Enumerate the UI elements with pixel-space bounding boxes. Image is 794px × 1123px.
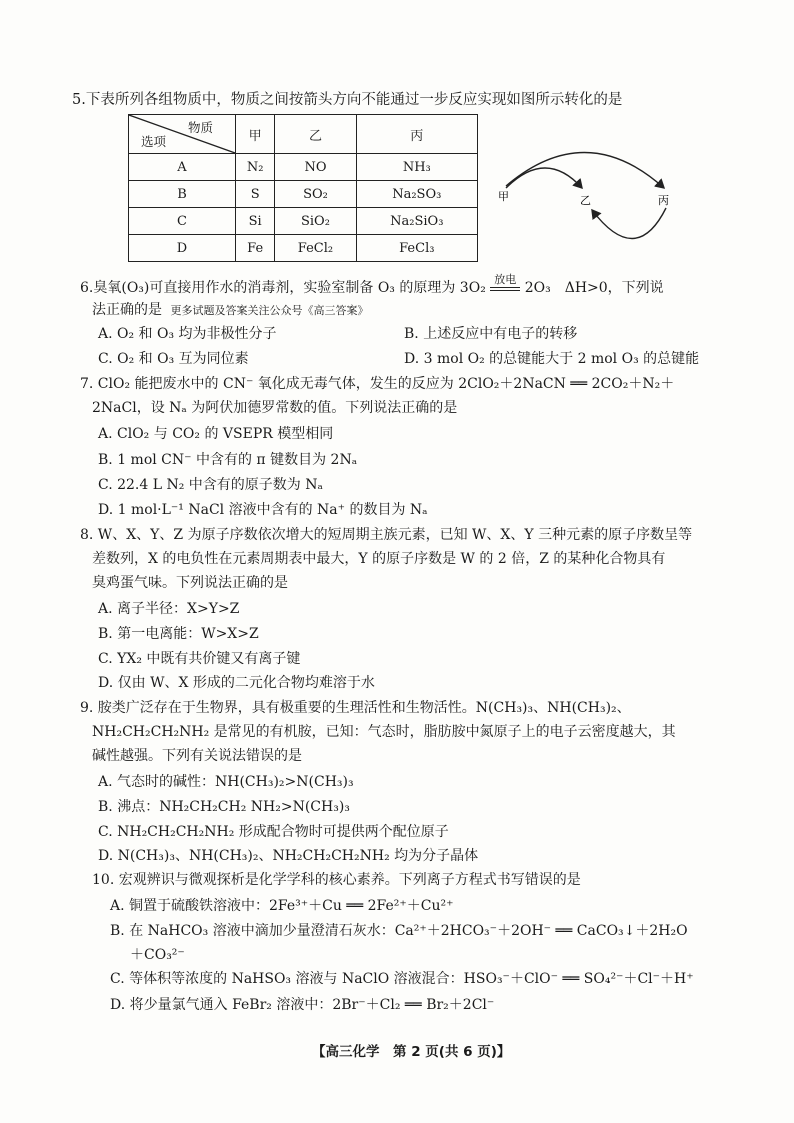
table-row xyxy=(129,154,478,181)
q9-line2: NH₂CH₂CH₂NH₂ 是常见的有机胺，已知：气态时，脂肪胺中氮原子上的电子云密度越大，其 xyxy=(92,724,676,740)
q6-line2: 法正确的是 更多试题及答案关注公众号《高三答案》 xyxy=(92,302,369,318)
table-cell: SO₂ xyxy=(275,181,356,208)
page-footer: 【高三化学 第 2 页(共 6 页)】 xyxy=(312,1044,511,1060)
table-cell: NH₃ xyxy=(356,154,477,181)
corner-bottom-label: 选项 xyxy=(141,134,167,149)
q8-option-b: B. 第一电离能：W>X>Z xyxy=(98,626,259,642)
table-cell: C xyxy=(129,208,236,235)
table-cell: N₂ xyxy=(236,154,275,181)
q9-option-d: D. N(CH₃)₃、NH(CH₃)₂、NH₂CH₂CH₂NH₂ 均为分子晶体 xyxy=(98,848,479,864)
q7-option-a: A. ClO₂ 与 CO₂ 的 VSEPR 模型相同 xyxy=(98,426,334,442)
arrow-label: 放电 xyxy=(494,273,517,286)
q9-line1: 9. 胺类广泛存在于生物界，具有极重要的生理活性和生物活性。N(CH₃)₃、NH(CH₃)₂、 xyxy=(80,700,631,716)
q8-option-d: D. 仅由 W、X 形成的二元化合物均难溶于水 xyxy=(98,675,375,691)
q10-option-d: D. 将少量氯气通入 FeBr₂ 溶液中：2Br⁻＋Cl₂ ══ Br₂＋2Cl⁻ xyxy=(110,997,495,1013)
q5-title: 5.下表所列各组物质中，物质之间按箭头方向不能通过一步反应实现如图所示转化的是 xyxy=(72,92,623,108)
q7-line1: 7. ClO₂ 能把废水中的 CN⁻ 氧化成无毒气体，发生的反应为 2ClO₂＋2NaCN ══ 2CO₂＋N₂＋ xyxy=(80,376,675,392)
q8-option-c: C. YX₂ 中既有共价键又有离子键 xyxy=(98,651,301,667)
q8-line1: 8. W、X、Y、Z 为原子序数依次增大的短周期主族元素，已知 W、X、Y 三种元素的原子序数呈等 xyxy=(80,527,693,543)
q10-option-b: B. 在 NaHCO₃ 溶液中滴加少量澄清石灰水：Ca²⁺＋2HCO₃⁻＋2OH⁻ ══ CaCO₃↓＋2H₂O xyxy=(110,923,688,939)
q10-option-c: C. 等体积等浓度的 NaHSO₃ 溶液与 NaClO 溶液混合：HSO₃⁻＋ClO⁻ ══ SO₄²⁻＋Cl⁻＋H⁺ xyxy=(110,971,694,987)
q10-option-b-cont: ＋CO₃²⁻ xyxy=(130,947,185,963)
table-cell: Fe xyxy=(236,235,275,262)
q5-table xyxy=(128,114,478,262)
table-corner-cell xyxy=(129,115,236,154)
q9-option-b: B. 沸点：NH₂CH₂CH₂ NH₂>N(CH₃)₃ xyxy=(98,799,350,815)
q8-line2: 差数列，X 的电负性在元素周期表中最大，Y 的原子序数是 W 的 2 倍，Z 的某种化合物具有 xyxy=(92,551,666,567)
q10-title: 10. 宏观辨识与微观探析是化学学科的核心素养。下列离子方程式书写错误的是 xyxy=(92,872,581,888)
table-cell: S xyxy=(236,181,275,208)
q6-line1-pre: 6.臭氧(O₃)可直接用作水的消毒剂，实验室制备 O₃ 的原理为 3O₂ xyxy=(80,280,486,296)
table-cell: Na₂SO₃ xyxy=(356,181,477,208)
q7-option-b: B. 1 mol CN⁻ 中含有的 π 键数目为 2Nₐ xyxy=(98,452,358,468)
corner-top-label: 物质 xyxy=(187,120,213,135)
table-row xyxy=(129,181,478,208)
table-cell: Na₂SiO₃ xyxy=(356,208,477,235)
q6-option-a: A. O₂ 和 O₃ 均为非极性分子 xyxy=(98,326,277,342)
q7-option-d: D. 1 mol·L⁻¹ NaCl 溶液中含有的 Na⁺ 的数目为 Nₐ xyxy=(98,502,428,518)
q9-option-a: A. 气态时的碱性：NH(CH₃)₂>N(CH₃)₃ xyxy=(98,774,354,790)
label-jia: 甲 xyxy=(498,190,509,203)
q6-option-d: D. 3 mol O₂ 的总键能大于 2 mol O₃ 的总键能 xyxy=(404,351,700,367)
table-cell: SiO₂ xyxy=(275,208,356,235)
table-cell: Si xyxy=(236,208,275,235)
q9-line3: 碱性越强。下列有关说法错误的是 xyxy=(92,748,302,764)
arrow-jia-to-yi xyxy=(506,168,582,188)
label-bing: 丙 xyxy=(658,194,669,207)
table-cell: B xyxy=(129,181,236,208)
table-row xyxy=(129,208,478,235)
table-header-row xyxy=(129,115,478,154)
q9-option-c: C. NH₂CH₂CH₂NH₂ 形成配合物时可提供两个配位原子 xyxy=(98,824,449,840)
q6-line1-post: 2O₃ ΔH>0，下列说 xyxy=(524,280,664,296)
q6-line1 xyxy=(80,273,664,298)
arrow-jia-to-bing xyxy=(506,152,664,188)
conversion-diagram xyxy=(496,148,686,248)
q7-line2: 2NaCl，设 Nₐ 为阿伏加德罗常数的值。下列说法正确的是 xyxy=(92,400,458,416)
q6-option-b: B. 上述反应中有电子的转移 xyxy=(404,326,578,342)
table-cell: FeCl₂ xyxy=(275,235,356,262)
q10-option-a: A. 铜置于硫酸铁溶液中：2Fe³⁺＋Cu ══ 2Fe²⁺＋Cu²⁺ xyxy=(110,898,454,914)
q8-option-a: A. 离子半径：X>Y>Z xyxy=(98,601,240,617)
table-header: 甲 xyxy=(236,115,275,154)
table-header: 丙 xyxy=(356,115,477,154)
reaction-arrow xyxy=(490,273,520,291)
q7-option-c: C. 22.4 L N₂ 中含有的原子数为 Nₐ xyxy=(98,477,323,493)
q8-line3: 臭鸡蛋气味。下列说法正确的是 xyxy=(92,575,288,591)
table-header: 乙 xyxy=(275,115,356,154)
q6-note: 更多试题及答案关注公众号《高三答案》 xyxy=(170,304,369,317)
arrow-bing-to-yi xyxy=(592,208,666,239)
table-cell: FeCl₃ xyxy=(356,235,477,262)
table-cell: D xyxy=(129,235,236,262)
table-cell: A xyxy=(129,154,236,181)
table-row xyxy=(129,235,478,262)
label-yi: 乙 xyxy=(580,194,591,207)
q6-option-c: C. O₂ 和 O₃ 互为同位素 xyxy=(98,351,249,367)
table-cell: NO xyxy=(275,154,356,181)
